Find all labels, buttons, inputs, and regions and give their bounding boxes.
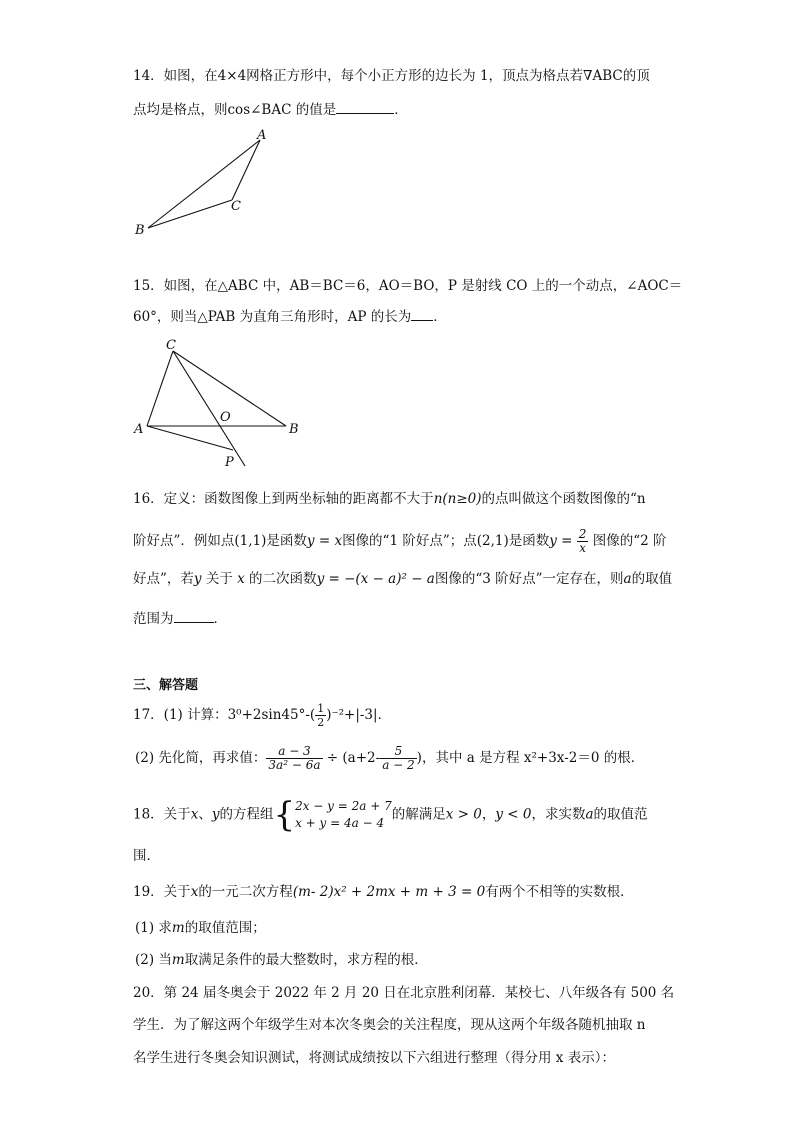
q16-text-2g: 是函数 [508,533,550,549]
q16-quadratic: y = −(x − a)² − a [316,571,435,587]
q18-brace: { [273,795,296,835]
q18-equation-system: 2x − y = 2a + 7 x + y = 4a − 4 [295,799,392,830]
q14-line-2 [133,99,408,120]
q16-text-2i: 图像的“2 阶 [592,533,667,549]
q18-line-2: 围． [133,848,160,864]
q19-line-2: (1) 求m的取值范围； [135,920,266,936]
q16-line-2 [133,528,667,555]
q17-line-1: 17．(1) 计算：3⁰+2sin45°-( $\frac{1}{2}$ )⁻²+|-3|． [133,702,392,729]
q16-fraction: $\frac{2}{x}$ [578,527,587,555]
q18-line-1: 18．关于x、y的方程组{ 2x − y = 2a + 7 x + y = 4a − 4 的解满足x > 0，y < 0，求实数a的取值范 [133,795,648,835]
q17-fraction-half: $\frac{1}{2}$ [317,702,325,729]
q16-line-1 [133,489,646,509]
q14-period: ． [394,102,408,118]
q14-answer-blank [336,99,394,114]
q16-math-n: n(n≥0) [433,491,482,507]
q19-line-3: (2) 当m取满足条件的最大整数时，求方程的根． [135,952,428,968]
q15-line-1: 15．如图，在△ABC 中，AB＝BC＝6，AO＝BO，P 是射线 CO 上的一个动点，∠AOC＝ [133,278,683,294]
q15-period: ． [433,309,447,325]
q16-text-1c: 的点叫做这个函数图像的“n [481,491,646,507]
q15-label-o: O [220,410,231,425]
q14-triangle-figure [125,125,285,240]
q17-line-2: (2) 先化简，再求值： $\frac{a - 3}{\text{3a² − 6a}}$ ÷ (a+2- $\frac{5}{a - 2}$ )，其中 a 是方程 x²+3x-2＝0 的根． [135,744,645,772]
q16-text-3a: 好点”，若 [133,571,194,587]
q15-label-b: B [289,422,299,437]
q20-line-2: 学生．为了解这两个年级学生对本次冬奥会的关注程度，现从这两个年级各随机抽取 n [133,1017,646,1033]
q16-text-2e: 图像的“1 阶好点”；点 [342,533,477,549]
q16-text-2c: 是函数 [266,533,307,549]
q16-func-2: y = [549,533,573,549]
q16-point-2: (2,1) [476,533,509,549]
q16-line-4: 范围为 ． [133,608,227,629]
q20-line-3: 名学生进行冬奥会知识测试，将测试成绩按以下六组进行整理（得分用 x 表示）： [133,1050,615,1066]
q17-fraction-a: $\frac{a - 3}{\text{3a² − 6a}}$ [268,744,321,772]
q19-line-1: 19．关于x的一元二次方程(m- 2)x² + 2mx + m + 3 = 0有两个不相等的实数根． [133,884,634,900]
q14-label-c: C [231,199,241,214]
q15-answer-blank [411,306,433,321]
q20-line-1: 20．第 24 届冬奥会于 2022 年 2 月 20 日在北京胜利闭幕．某校七、八年级各有 500 名 [133,985,675,1001]
section-title: 三、解答题 [133,678,199,693]
q16-text-1a: 16．定义：函数图像上到两坐标轴的距离都不大于 [133,491,434,507]
q16-func-1: y = x [306,533,343,549]
q14-label-b: B [135,223,145,238]
q15-label-a: A [134,422,144,437]
q15-text: 60°，则当△PAB 为直角三角形时，AP 的长为 [133,309,412,325]
q16-line-3: 好点”，若y 关于 x 的二次函数y = −(x − a)² − a图像的“3 阶好点”一定存在，则a的取值 [133,571,673,587]
q16-answer-blank [174,608,214,623]
q15-triangle-figure [130,333,310,473]
q15-label-p: P [225,455,234,470]
q14-label-a: A [257,128,267,143]
q14-text: 点均是格点，则cos∠BAC 的值是 [133,102,337,118]
q15-label-c: C [166,338,176,353]
q16-point-1: (1,1) [234,533,267,549]
q15-line-2 [133,306,447,327]
q14-line-1: 14．如图，在4×4网格正方形中，每个小正方形的边长为 1，顶点为格点若∇ABC的顶 [133,68,650,84]
q19-equation: (m- 2)x² + 2mx + m + 3 = 0 [292,884,486,900]
q16-text-2a: 阶好点”．例如点 [133,533,235,549]
q17-fraction-b: $\frac{5}{a - 2}$ [382,744,415,772]
